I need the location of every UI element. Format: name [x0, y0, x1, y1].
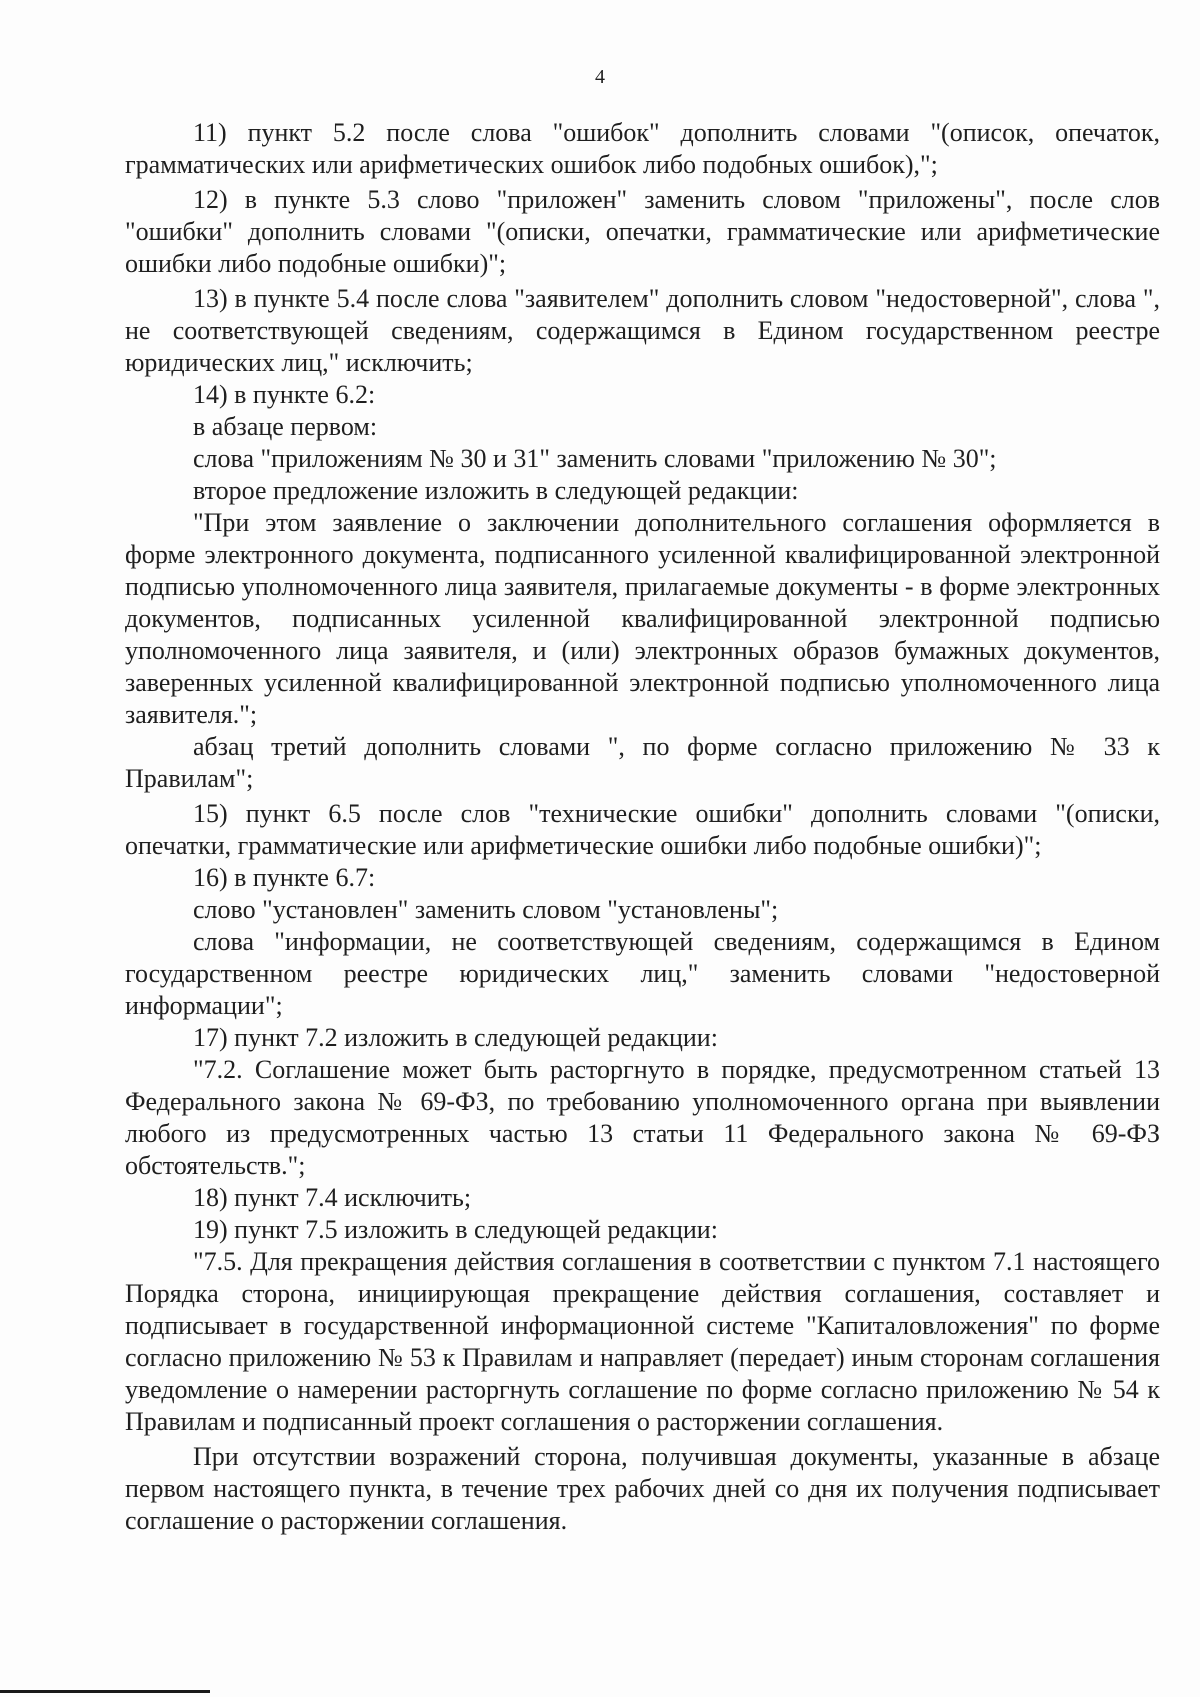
paragraph-item-13: 13) в пункте 5.4 после слова "заявителем" дополнить словом "недостоверной", слова ", не соответствующей сведениям, содержащимся в Едином государственном реестре юридических лиц," исключить;	[125, 284, 1160, 377]
paragraph-item-14: 14) в пункте 6.2:	[193, 380, 376, 409]
paragraph-second-sentence: второе предложение изложить в следующей редакции:	[193, 476, 799, 505]
paragraph-word-replace: слово "установлен" заменить словом "установлены";	[193, 895, 779, 924]
paragraph-first-abzac: в абзаце первом:	[193, 412, 378, 441]
paragraph-item-18: 18) пункт 7.4 исключить;	[193, 1183, 472, 1212]
paragraph-info-replace: слова "информации, не соответствующей сведениям, содержащимся в Едином государственном реестре юридических лиц," заменить словами "недостоверной информации";	[125, 927, 1160, 1020]
paragraph-no-objections: При отсутствии возражений сторона, получившая документы, указанные в абзаце первом настоящего пункта, в течение трех рабочих дней со дня их получения подписывает соглашение о расторжении соглашения.	[125, 1442, 1160, 1535]
paragraph-item-11: 11) пункт 5.2 после слова "ошибок" дополнить словами "(описок, опечаток, грамматических или арифметических ошибок либо подобных ошибок),";	[125, 118, 1160, 179]
paragraph-quoted-statement: "При этом заявление о заключении дополнительного соглашения оформляется в форме электронного документа, подписанного усиленной квалифицированной электронной подписью уполномоченного лица заявителя, прилагаемые документы - в форме электронных документов, подписанных усиленной квалифицированной электронной подписью уполномоченного лица заявителя, и (или) электронных образов бумажных документов, заверенных усиленной квалифицированной электронной подписью уполномоченного лица заявителя.";	[125, 508, 1160, 729]
paragraph-quoted-7-2: "7.2. Соглашение может быть расторгнуто в порядке, предусмотренном статьей 13 Федерального закона № 69-ФЗ, по требованию уполномоченного органа при выявлении любого из предусмотренных частью 13 статьи 11 Федерального закона № 69-ФЗ обстоятельств.";	[125, 1055, 1160, 1180]
document-body	[125, 117, 1160, 1537]
paragraph-item-12: 12) в пункте 5.3 слово "приложен" заменить словом "приложены", после слов "ошибки" дополнить словами "(описки, опечатки, грамматические или арифметические ошибки либо подобные ошибки)";	[125, 185, 1160, 278]
paragraph-words-replace: слова "приложениям № 30 и 31" заменить словами "приложению № 30";	[193, 444, 997, 473]
paragraph-item-19: 19) пункт 7.5 изложить в следующей редакции:	[193, 1215, 718, 1244]
paragraph-third-abzac: абзац третий дополнить словами ", по форме согласно приложению № 33 к Правилам";	[125, 732, 1160, 793]
paragraph-item-16: 16) в пункте 6.7:	[193, 863, 376, 892]
paragraph-item-15: 15) пункт 6.5 после слов "технические ошибки" дополнить словами "(описки, опечатки, грамматические или арифметические ошибки либо подобные ошибки)";	[125, 799, 1160, 860]
paragraph-item-17: 17) пункт 7.2 изложить в следующей редакции:	[193, 1023, 718, 1052]
bottom-scan-edge	[0, 1690, 210, 1693]
paragraph-quoted-7-5: "7.5. Для прекращения действия соглашения в соответствии с пунктом 7.1 настоящего Порядка сторона, инициирующая прекращение действия соглашения, составляет и подписывает в государственной информационной системе "Капиталовложения" по форме согласно приложению № 53 к Правилам и направляет (передает) иным сторонам соглашения уведомление о намерении расторгнуть соглашение по форме согласно приложению № 54 к Правилам и подписанный проект соглашения о расторжении соглашения.	[125, 1247, 1160, 1436]
page-number: 4	[595, 66, 605, 88]
